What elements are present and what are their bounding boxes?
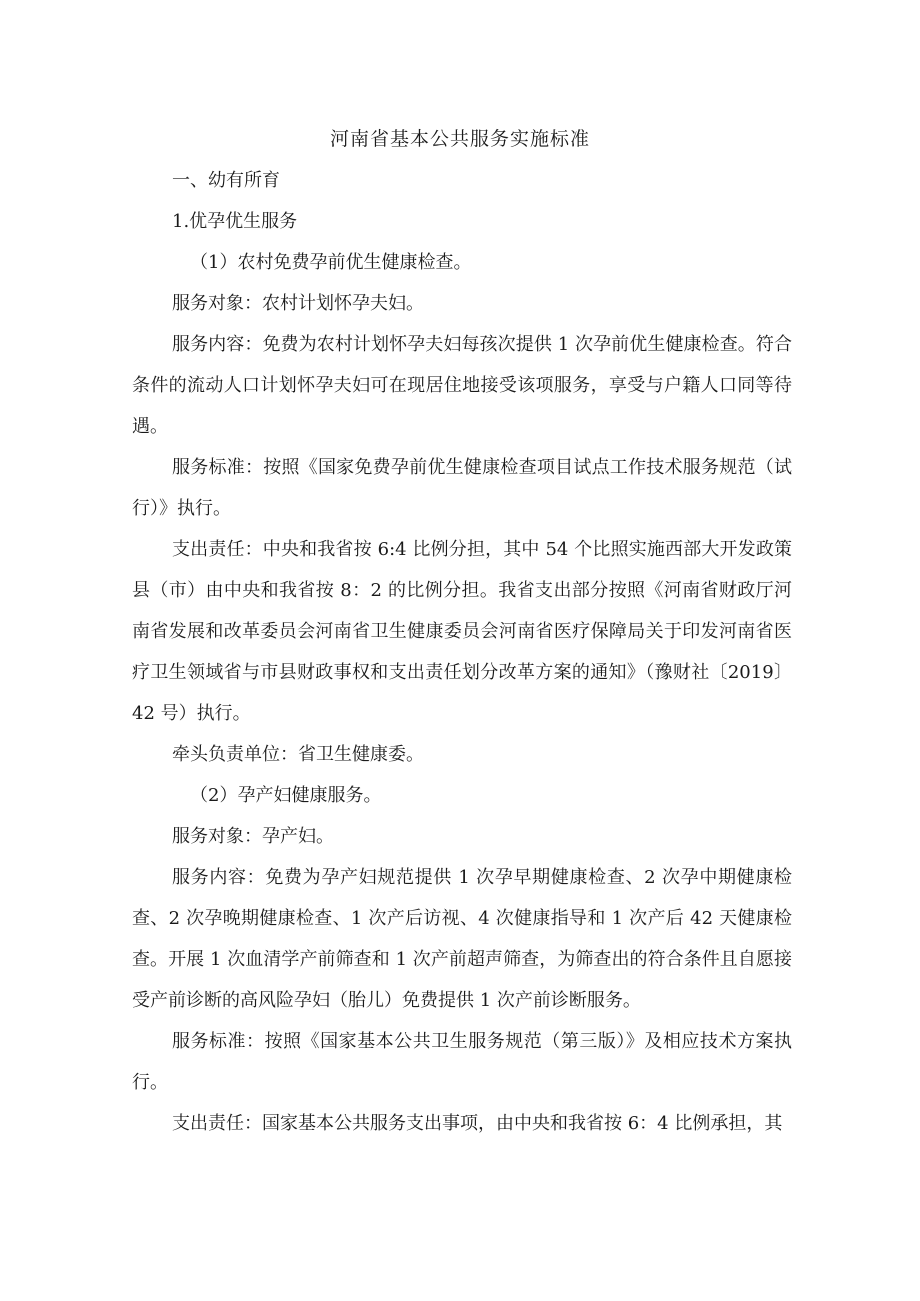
subsection-heading: 1.优孕优生服务 [172,211,298,232]
item-heading: （1）农村免费孕前优生健康检查。 [190,252,472,273]
section-heading: 一、幼有所育 [172,170,280,191]
paragraph: 支出责任：中央和我省按 6:4 比例分担，其中 54 个比照实施西部大开发政策县（市）由中央和我省按 8：2 的比例分担。我省支出部分按照《河南省财政厅河南省发展和改革委员会河南省卫生健康委员会河南省医疗保障局关于印发河南省医疗卫生领域省与市县财政事权和支出责任划分改革方案的通知》（豫财社〔2019〕42 号）执行。 [132,539,792,724]
paragraph: 支出责任：国家基本公共服务支出事项，由中央和我省按 6：4 比例承担，其 [172,1113,783,1134]
item-heading: （2）孕产妇健康服务。 [190,785,382,806]
document-title: 河南省基本公共服务实施标准 [329,128,590,150]
paragraph: 服务标准：按照《国家免费孕前优生健康检查项目试点工作技术服务规范（试行）》执行。 [132,457,792,519]
paragraph: 服务标准：按照《国家基本公共卫生服务规范（第三版）》及相应技术方案执行。 [132,1031,792,1093]
paragraph: 牵头负责单位：省卫生健康委。 [172,744,424,765]
paragraph: 服务对象：农村计划怀孕夫妇。 [172,293,424,314]
paragraph: 服务内容：免费为农村计划怀孕夫妇每孩次提供 1 次孕前优生健康检查。符合条件的流动人口计划怀孕夫妇可在现居住地接受该项服务，享受与户籍人口同等待遇。 [132,334,792,437]
paragraph: 服务对象：孕产妇。 [172,826,334,847]
paragraph: 服务内容：免费为孕产妇规范提供 1 次孕早期健康检查、2 次孕中期健康检查、2 次孕晚期健康检查、1 次产后访视、4 次健康指导和 1 次产后 42 天健康检查。开展 1 次血清学产前筛查和 1 次产前超声筛查，为筛查出的符合条件且自愿接受产前诊断的高风险孕妇（胎儿）免费提供 1 次产前诊断服务。 [132,867,792,1011]
document-body [132,160,792,1144]
